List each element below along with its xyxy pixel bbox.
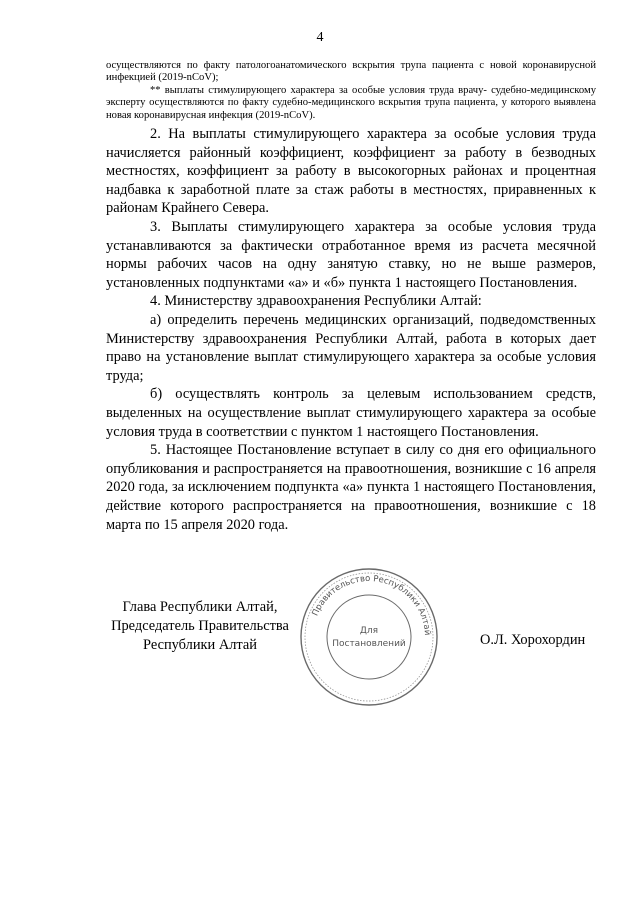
paragraph-4: 4. Министерству здравоохранения Республики Алтай: xyxy=(150,293,482,310)
paragraph-4a: а) определить перечень медицинских организаций, подведомственных Министерству здравоохранения Республики Алтай, работа в которых дает право на установление выплат стимулирующего характера за особые условия труда; xyxy=(106,311,596,384)
paragraph-3: 3. Выплаты стимулирующего характера за особые условия труда устанавливаются за фактически отработанное время из расчета месячной нормы рабочих часов на одну занятую ставку, но не выше размеров, установленных подпунктами «а» и «б» пункта 1 настоящего Постановления. xyxy=(106,219,596,291)
paragraph-4b: б) осуществлять контроль за целевым использованием средств, выделенных на осуществление выплат стимулирующего характера за особые условия труда в соответствии с пунктом 1 настоящего Постановления. xyxy=(106,386,596,440)
paragraph-2: 2. На выплаты стимулирующего характера за особые условия труда начисляется районный коэффициент, коэффициент за работу в безводных местностях, коэффициент за работу в высокогорных районах и процентная надбавка к заработной плате за стаж работы в местностях, приравненных к районам Крайнего Севера. xyxy=(106,126,596,217)
paragraph-5: 5. Настоящее Постановление вступает в силу со дня его официального опубликования и распространяется на правоотношения, возникшие с 16 апреля 2020 года, за исключением подпункта «а» пункта 1 настоящего Постановления, действие которого распространяется на правоотношения, возникшие с 18 марта по 15 апреля 2020 года. xyxy=(106,442,596,533)
official-stamp xyxy=(298,566,440,708)
signatory-name: О.Л. Хорохордин xyxy=(480,632,586,648)
stamp-center-text: Постановлений xyxy=(332,639,406,649)
footnote-1: осуществляются по факту патологоанатомического вскрытия трупа пациента с новой коронавирусной инфекцией (2019-nCoV); xyxy=(106,60,596,84)
page-number: 4 xyxy=(316,30,324,45)
signatory-title-line: Глава Республики Алтай, xyxy=(122,599,278,615)
signatory-title-line: Республики Алтай xyxy=(143,637,257,653)
signatory-title-line: Председатель Правительства xyxy=(111,618,289,634)
footnote-2: ** выплаты стимулирующего характера за особые условия труда врачу- судебно-медицинскому эксперту осуществляются по факту судебно-медицинского вскрытия трупа пациента, у которого выявлена новая коронавирусная инфекция (2019-nCoV). xyxy=(106,84,596,121)
stamp-ring-text: Правительство Республики Алтай xyxy=(310,573,433,636)
stamp-center-text: Для xyxy=(359,626,379,636)
document-body xyxy=(106,60,596,534)
